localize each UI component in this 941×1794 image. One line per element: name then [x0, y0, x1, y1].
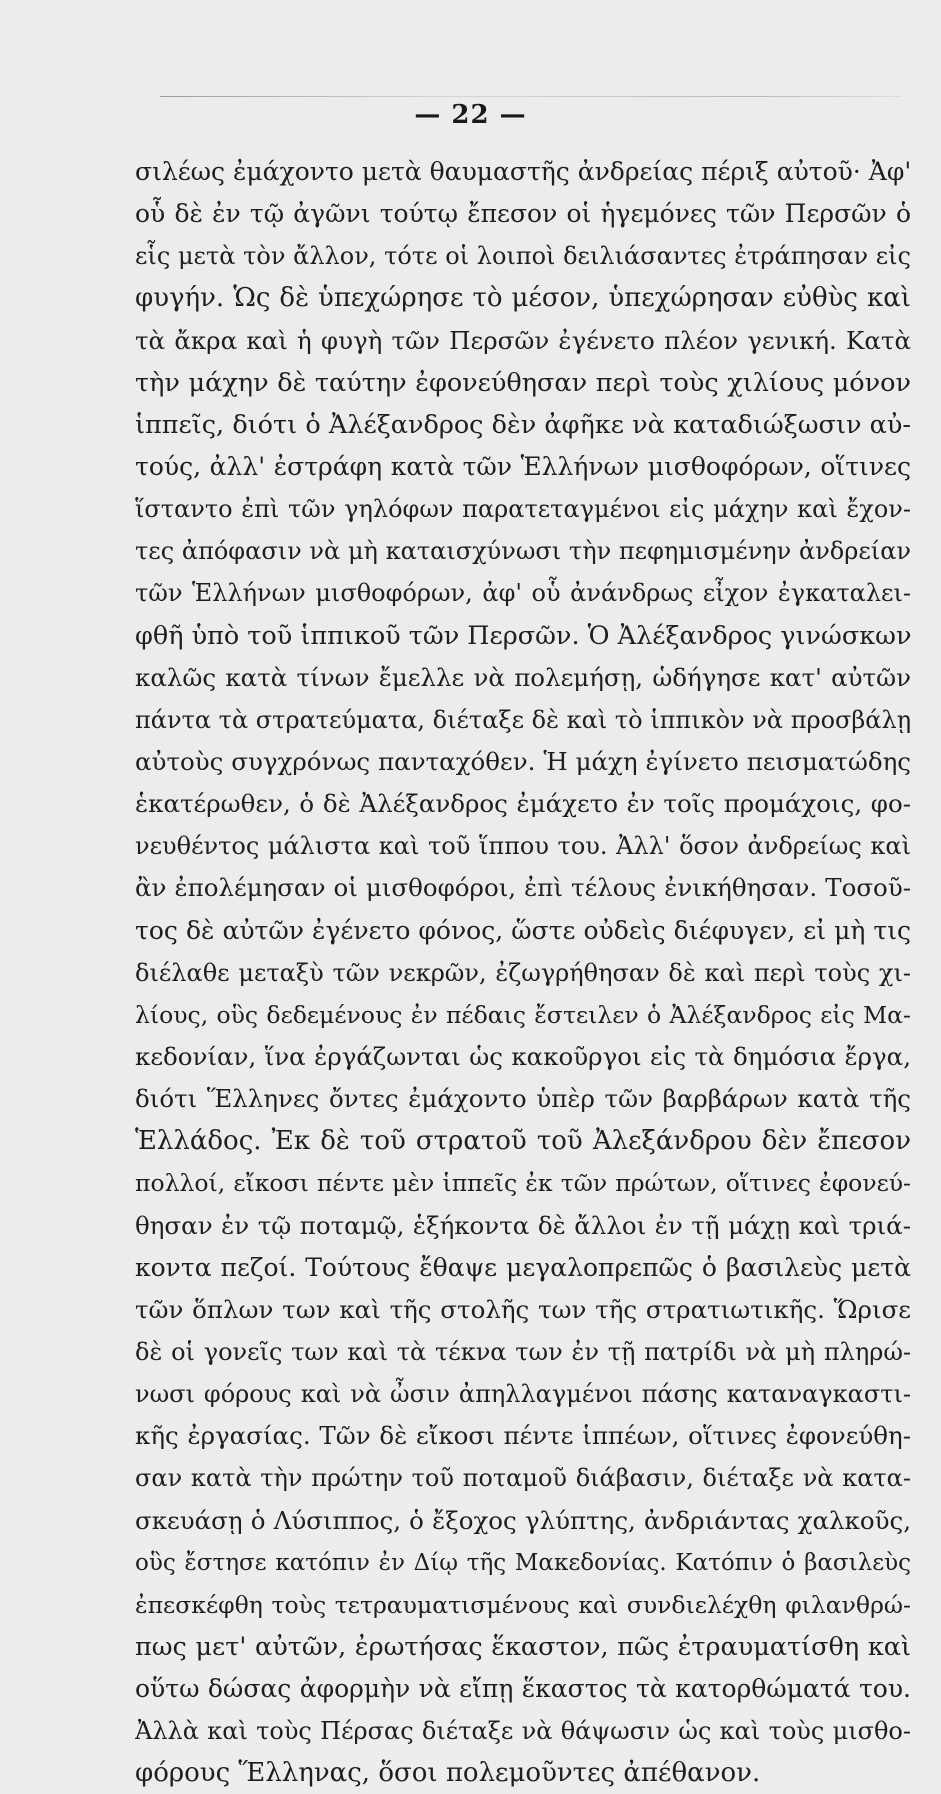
text-line: Ἑλλάδος. Ἐκ δὲ τοῦ στρατοῦ τοῦ Ἀλεξάνδρου δὲν ἔπεσον [135, 1126, 911, 1157]
text-line: νευθέντος μάλιστα καὶ τοῦ ἵππου του. Ἀλλ' ὅσον ἀνδρείως καὶ [135, 832, 911, 861]
text-line: οὓς ἔστησε κατόπιν ἐν Δίῳ τῆς Μακεδονίας. Κατόπιν ὁ βασιλεὺς [135, 1549, 911, 1576]
text-line: δὲ οἱ γονεῖς των καὶ τὰ τέκνα των ἐν τῇ πατρίδι νὰ μὴ πληρώ- [135, 1337, 911, 1366]
text-line: πολλοί, εἴκοσι πέντε μὲν ἱππεῖς ἐκ τῶν πρώτων, οἵτινες ἐφονεύ- [135, 1169, 911, 1198]
text-line: οὗ δὲ ἐν τῷ ἀγῶνι τούτῳ ἔπεσον οἱ ἡγεμόνες τῶν Περσῶν ὁ [135, 199, 911, 229]
text-line: φθῆ ὑπὸ τοῦ ἱππικοῦ τῶν Περσῶν. Ὁ Ἀλέξανδρος γινώσκων [135, 620, 911, 651]
text-line: λίους, οὓς δεδεμένους ἐν πέδαις ἔστειλεν ὁ Ἀλέξανδρος εἰς Μα- [135, 1000, 911, 1029]
text-line: κεδονίαν, ἵνα ἐργάζωνται ὡς κακοῦργοι εἰς τὰ δημόσια ἔργα, [135, 1041, 911, 1071]
text-line: νωσι φόρους καὶ νὰ ὦσιν ἀπηλλαγμένοι πάσης καταναγκαστι- [135, 1380, 911, 1409]
text-line: ἵσταντο ἐπὶ τῶν γηλόφων παρατεταγμένοι εἰς μάχην καὶ ἔχον- [135, 495, 911, 524]
text-line: τούς, ἀλλ' ἐστράφη κατὰ τῶν Ἑλλήνων μισθοφόρων, οἵτινες [135, 451, 911, 481]
page-header-rule [160, 96, 901, 97]
text-line: κοντα πεζοί. Τούτους ἔθαψε μεγαλοπρεπῶς ὁ βασιλεὺς μετὰ [135, 1252, 911, 1282]
text-line: αὐτοὺς συγχρόνως πανταχόθεν. Ἡ μάχη ἐγίνετο πεισματώδης [135, 746, 911, 776]
text-line: τος δὲ αὐτῶν ἐγένετο φόνος, ὥστε οὐδεὶς διέφυγεν, εἰ μὴ τις [135, 915, 911, 945]
text-line: οὕτω δώσας ἀφορμὴν νὰ εἴπῃ ἕκαστος τὰ κατορθώματά του. [135, 1674, 911, 1704]
text-line: καλῶς κατὰ τίνων ἔμελλε νὰ πολεμήσῃ, ὡδήγησε κατ' αὐτῶν [135, 662, 911, 692]
text-line: ἐπεσκέφθη τοὺς τετραυματισμένους καὶ συνδιελέχθη φιλανθρώ- [135, 1590, 911, 1619]
text-line: θησαν ἐν τῷ ποταμῷ, ἑξήκοντα δὲ ἄλλοι ἐν τῇ μάχῃ καὶ τριά- [135, 1210, 911, 1240]
text-line: ἂν ἐπολέμησαν οἱ μισθοφόροι, ἐπὶ τέλους ἐνικήθησαν. Τοσοῦ- [135, 873, 911, 903]
text-line: σιλέως ἐμάχοντο μετὰ θαυμαστῆς ἀνδρείας πέριξ αὐτοῦ· Ἀφ' [135, 157, 911, 186]
text-line: τῶν ὅπλων των καὶ τῆς στολῆς των τῆς στρατιωτικῆς. Ὥρισε [135, 1294, 911, 1324]
text-line: φυγήν. Ὡς δὲ ὑπεχώρησε τὸ μέσον, ὑπεχώρησαν εὐθὺς καὶ [135, 283, 911, 314]
text-line: Ἀλλὰ καὶ τοὺς Πέρσας διέταξε νὰ θάψωσιν ὡς καὶ τοὺς μισθο- [135, 1717, 911, 1746]
text-line: πως μετ' αὐτῶν, ἐρωτήσας ἕκαστον, πῶς ἐτραυματίσθη καὶ [135, 1631, 911, 1662]
text-line: φόρους Ἕλληνας, ὅσοι πολεμοῦντες ἀπέθανον. [135, 1758, 761, 1789]
text-line: ἑκατέρωθεν, ὁ δὲ Ἀλέξανδρος ἐμάχετο ἐν τοῖς προμάχοις, φο- [135, 789, 911, 819]
text-line: πάντα τὰ στρατεύματα, διέταξε δὲ καὶ τὸ ἱππικὸν νὰ προσβάλῃ [135, 705, 911, 734]
text-line: τες ἀπόφασιν νὰ μὴ καταισχύνωσι τὴν πεφημισμένην ἀνδρείαν [135, 537, 911, 566]
text-line: τὰ ἄκρα καὶ ἡ φυγὴ τῶν Περσῶν ἐγένετο πλέον γενική. Κατὰ [135, 325, 911, 355]
page-number: — 22 — [414, 100, 527, 130]
text-line: τῶν Ἑλλήνων μισθοφόρων, ἀφ' οὗ ἀνάνδρως εἶχον ἐγκαταλει- [135, 579, 911, 608]
text-line: διέλαθε μεταξὺ τῶν νεκρῶν, ἐζωγρήθησαν δὲ καὶ περὶ τοὺς χι- [135, 958, 911, 987]
text-line: κῆς ἐργασίας. Τῶν δὲ εἴκοσι πέντε ἱππέων, οἵτινες ἐφονεύθη- [135, 1421, 911, 1451]
text-line: τὴν μάχην δὲ ταύτην ἐφονεύθησαν περὶ τοὺς χιλίους μόνον [135, 367, 911, 398]
text-line: σαν κατὰ τὴν πρώτην τοῦ ποταμοῦ διάβασιν, διέταξε νὰ κατα- [135, 1464, 911, 1493]
text-line: ἱππεῖς, διότι ὁ Ἀλέξανδρος δὲν ἀφῆκε νὰ καταδιώξωσιν αὐ- [135, 409, 911, 440]
text-line: εἷς μετὰ τὸν ἄλλον, τότε οἱ λοιποὶ δειλιάσαντες ἐτράπησαν εἰς [135, 242, 911, 271]
text-line: διότι Ἕλληνες ὄντες ἐμάχοντο ὑπὲρ τῶν βαρβάρων κατὰ τῆς [135, 1084, 911, 1114]
body-text [135, 151, 911, 1794]
text-line: σκευάσῃ ὁ Λύσιππος, ὁ ἔξοχος γλύπτης, ἀνδριάντας χαλκοῦς, [135, 1505, 911, 1535]
